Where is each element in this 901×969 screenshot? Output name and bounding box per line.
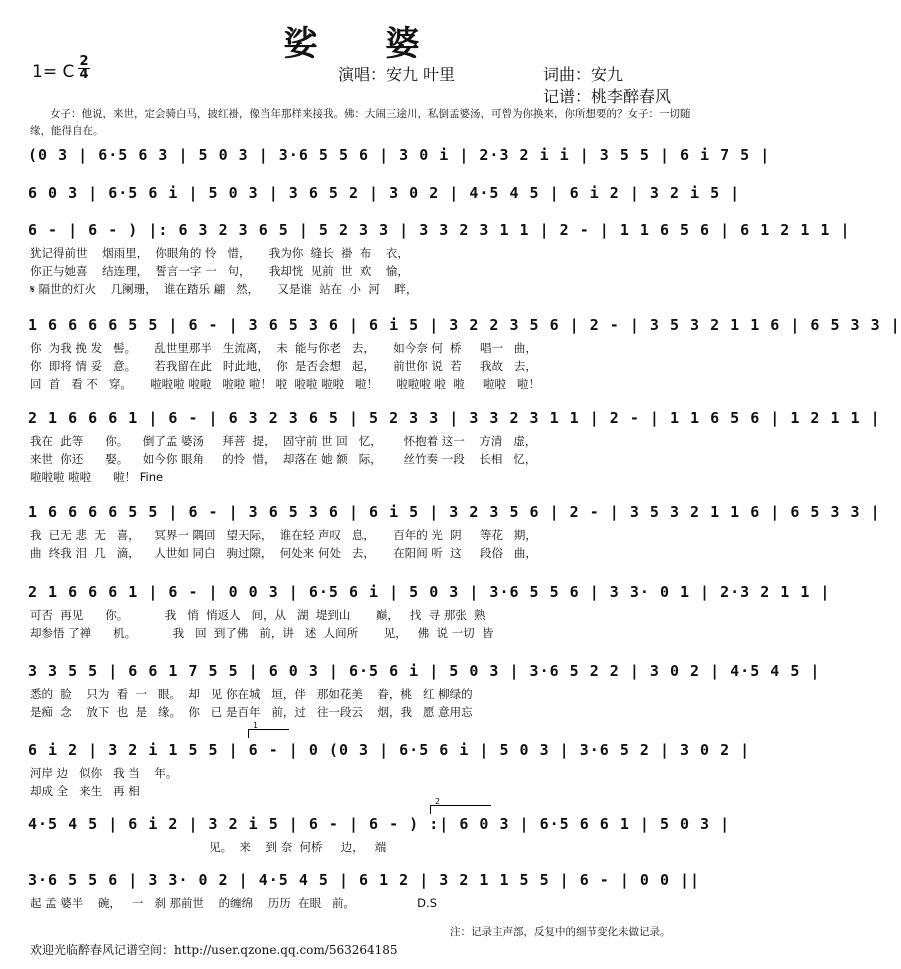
lyric-line: 河岸 边 似你 我 当 年。 (30, 766, 178, 780)
notation-line: 6 0 3 | 6·5 6 i | 5 0 3 | 3 6 5 2 | 3 0 2 | 4·5 4 5 | 6 i 2 | 3 2 i 5 | (28, 184, 741, 202)
notation-line: 1 6 6 6 6 5 5 | 6 - | 3 6 5 3 6 | 6 i 5 | 3 2 2 3 5 6 | 2 - | 3 5 3 2 1 1 6 | 6 5 3 3 | (28, 316, 901, 334)
notation-line: 1 6 6 6 6 5 5 | 6 - | 3 6 5 3 6 | 6 i 5 | 3 2 3 5 6 | 2 - | 3 5 3 2 1 1 6 | 6 5 3 3 | (28, 503, 881, 521)
time-signature-top: 2 (79, 54, 89, 69)
time-signature (78, 56, 90, 81)
lyric-line: 是痴 念 放下 也 是 缘。 你 已 是百年 前，过 往一段云 烟，我 愿 意用忘 (30, 705, 473, 719)
song-title: 娑 婆 (283, 24, 448, 64)
footer-link[interactable]: 欢迎光临醉春风记谱空间：http://user.qzone.qq.com/563264185 (30, 943, 398, 957)
notation-line: 3·6 5 5 6 | 3 3· 0 2 | 4·5 4 5 | 6 1 2 | 3 2 1 1 5 5 | 6 - | 0 0 || (28, 871, 701, 889)
notation-line: 6 i 2 | 3 2 i 1 5 5 | 6 - | 0 (0 3 | 6·5 6 i | 5 0 3 | 3·6 5 2 | 3 0 2 | (28, 741, 751, 759)
notation-line: 2 1 6 6 6 1 | 6 - | 0 0 3 | 6·5 6 i | 5 0 3 | 3·6 5 5 6 | 3 3· 0 1 | 2·3 2 1 1 | (28, 583, 831, 601)
transcriber-credit: 记谱：桃李醉春风 (543, 87, 672, 106)
lyric-line: 我在 此等 你。 倒了孟 婆汤 拜菩 提， 固守前 世 回 忆， 怀抱着 这一 方清 虚， (30, 434, 537, 448)
notation-line: 6 - | 6 - ) |: 6 3 2 3 6 5 | 5 2 3 3 | 3 3 2 3 1 1 | 2 - | 1 1 6 5 6 | 6 1 2 1 1 | (28, 221, 851, 239)
lyric-line: 悉的 脸 只为 看 一 眼。 却 见 你在城 垣，伴 那如花美 眷，桃 红 柳绿的 (30, 687, 473, 701)
lyric-line: 𝄋 隔世的灯火 几阑珊， 谁在踏乐 翩 然， 又是谁 站在 小 河 畔， (30, 282, 418, 296)
lyric-line: 来世 你还 娶。 如今你 眼角 的怜 惜， 却落在 她 额 际， 丝竹奏 一段 长相 忆， (30, 452, 537, 466)
lyric-line: 却参悟 了禅 机。 我 回 到了佛 前，讲 述 人间所 见， 佛 说 一切 皆 (30, 626, 494, 640)
lyric-line: 回 首 看 不 穿。 啦啦啦 啦啦 啦啦 啦！ 啦 啦啦 啦啦 啦！ 啦啦啦 啦 啦 啦啦 啦！ (30, 377, 541, 391)
notation-line: 2 1 6 6 6 1 | 6 - | 6 3 2 3 6 5 | 5 2 3 3 | 3 3 2 3 1 1 | 2 - | 1 1 6 5 6 | 1 2 1 1 | (28, 409, 881, 427)
notation-line: 3 3 5 5 | 6 6 1 7 5 5 | 6 0 3 | 6·5 6 i | 5 0 3 | 3·6 5 2 2 | 3 0 2 | 4·5 4 5 | (28, 662, 821, 680)
transcription-note: 注：记录主声部，反复中的细节变化未做记录。 (450, 926, 671, 938)
lyric-line: 我 已无 悲 无 喜， 冥界一 隅回 望天际， 谁在轻 声叹 息， 百年的 光 阴 等花 期， (30, 528, 537, 542)
lyric-line: 见。 来 到 奈 何桥 边， 端 (30, 840, 387, 854)
notation-line: 4·5 4 5 | 6 i 2 | 3 2 i 5 | 6 - | 6 - ) :| 6 0 3 | 6·5 6 6 1 | 5 0 3 | (28, 815, 731, 833)
lyric-line: 你 为我 挽 发 髻。 乱世里那半 生流离， 未 能与你老 去， 如今奈 何 桥 唱一 曲， (30, 341, 537, 355)
composer-credit: 词曲：安九 (543, 65, 624, 84)
first-ending-bracket (248, 721, 289, 738)
second-ending-number: 2 (435, 797, 441, 806)
second-ending-bracket (430, 797, 491, 814)
key-signature: 1= C (32, 62, 75, 82)
lyric-line: 曲 终我 泪 几 滴， 人世如 同白 驹过隙， 何处来 何处 去， 在阳间 听 这 段俗 曲， (30, 546, 537, 560)
lyric-line: 犹记得前世 烟雨里， 你眼角的 怜 惜， 我为你 缝长 褂 布 衣， (30, 246, 409, 260)
intro-dialogue: 女子：他说，来世，定会骑白马，披红褂，像当年那样来接我。佛：大闹三途川，私倒孟婆汤，可曾为你换来，你所想要的？女子：一切随缘，能得自在。 (30, 108, 691, 137)
lyric-line: 你正与她喜 结连理， 誓言一字 一 句， 我却恍 见前 世 欢 愉， (30, 264, 409, 278)
singer-credit: 演唱：安九 叶里 (338, 65, 456, 84)
lyric-line: 啦啦啦 啦啦 啦！ Fine (30, 470, 164, 484)
time-signature-bottom: 4 (79, 67, 89, 82)
lyric-line: 你 即将 情 妥 意。 若我留在此 时此地， 你 是否会想 起， 前世你 说 若 我故 去， (30, 359, 537, 373)
lyric-line: 可否 再见 你。 我 悄 悄返人 间，从 湖 堤到山 巅， 找 寻 那张 熟 (30, 608, 486, 622)
lyric-line: 起 孟 婆半 碗， 一 刹 那前世 的缠绵 历历 在眼 前。 D.S (30, 896, 437, 910)
lyric-line: 却成 全 来生 再 相 (30, 784, 140, 798)
notation-line: (0 3 | 6·5 6 3 | 5 0 3 | 3·6 5 5 6 | 3 0 i | 2·3 2 i i | 3 5 5 | 6 i 7 5 | (28, 146, 771, 164)
first-ending-number: 1 (253, 721, 259, 730)
